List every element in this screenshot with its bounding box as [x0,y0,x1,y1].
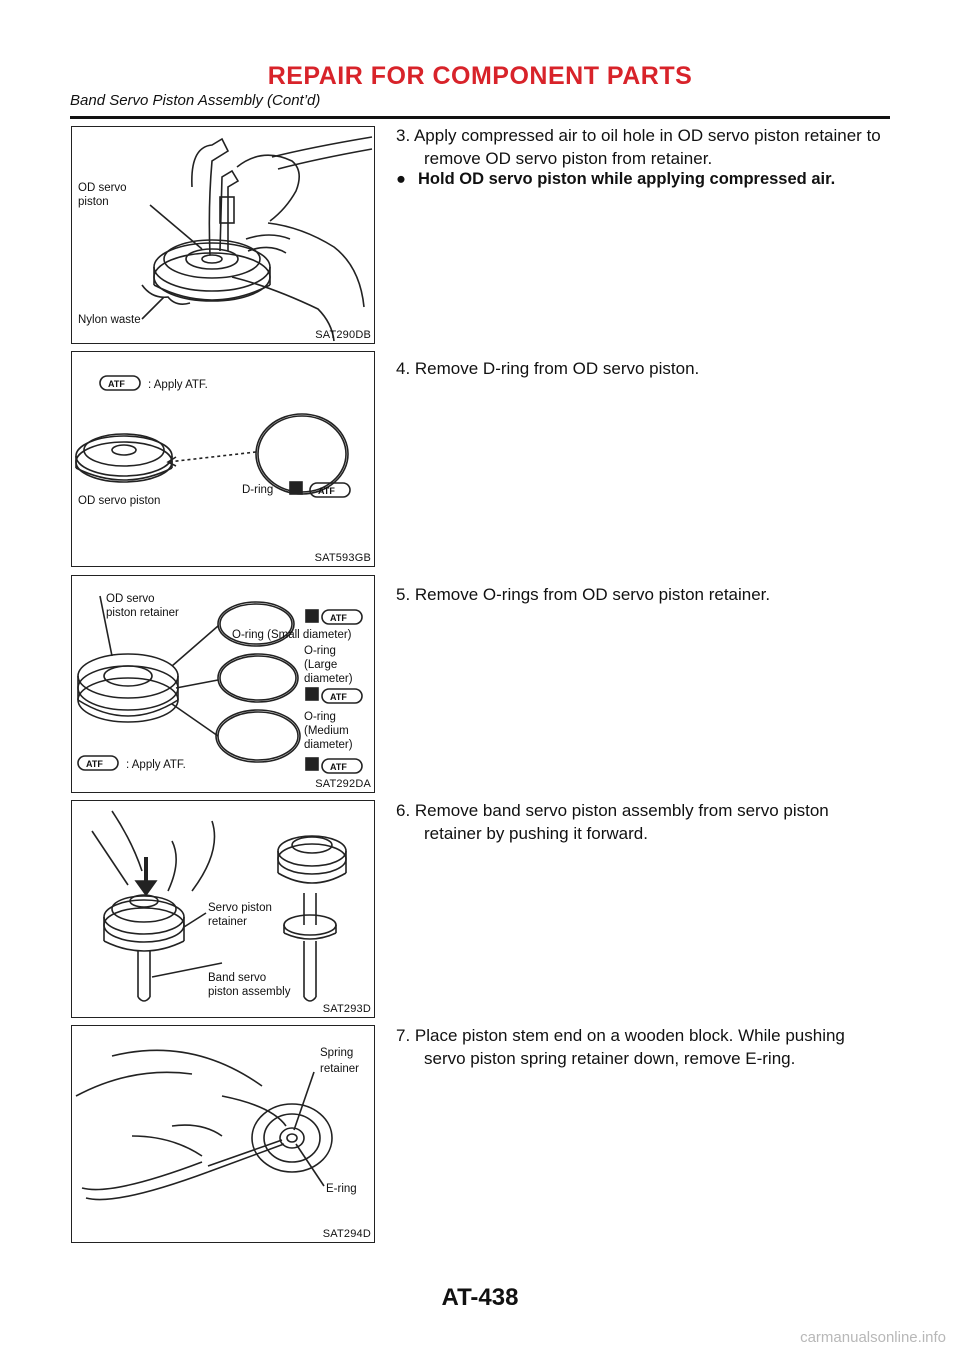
note-hold-piston [396,170,890,189]
figure-illustration [72,1026,374,1242]
step-6-line-1: 6. Remove band servo piston assembly from servo piston [396,801,829,820]
step-6-line-2: retainer by pushing it forward. [424,824,648,843]
label-od-servo: OD servo [78,182,127,194]
step-3 [396,124,890,170]
figure-code: SAT292DA [315,778,371,790]
label-od-servo: OD servo [106,593,155,605]
step-7-line-1: 7. Place piston stem end on a wooden block. While pushing [396,1026,845,1045]
step-6 [396,799,890,845]
page-header [70,62,890,109]
label-piston-retainer: piston retainer [106,607,179,619]
atf-badge-text: ATF [86,759,103,769]
figure-code: SAT593GB [314,552,371,564]
step-7 [396,1024,890,1070]
note-text: Hold OD servo piston while applying compressed air. [418,170,836,188]
step-3-line-2: remove OD servo piston from retainer. [424,149,713,168]
figure-od-servo-piston-air [71,126,375,344]
label-od-servo-piston: OD servo piston [78,495,161,507]
figure-illustration [72,801,374,1017]
atf-badge-text: ATF [318,486,335,496]
step-7-line-2: servo piston spring retainer down, remove E-ring. [424,1049,796,1068]
watermark: carmanualsonline.info [800,1329,946,1346]
label-apply-atf: : Apply ATF. [148,379,208,391]
atf-badge-text: ATF [330,613,347,623]
label-medium: (Medium [304,725,349,737]
label-apply-atf: : Apply ATF. [126,759,186,771]
figure-o-rings [71,575,375,793]
figure-d-ring [71,351,375,567]
label-d-ring: D-ring [242,484,274,496]
step-4 [396,357,890,380]
label-o-ring-medium: O-ring [304,711,336,723]
page-number: AT-438 [441,1284,519,1311]
label-spring: Spring [320,1047,354,1059]
label-diameter: diameter) [304,673,353,685]
label-o-ring-large: O-ring [304,645,336,657]
label-piston: piston [78,196,109,208]
atf-badge-text: ATF [330,762,347,772]
label-nylon-waste: Nylon waste [78,314,141,326]
label-retainer: retainer [208,916,247,928]
label-o-ring-small: O-ring (Small diameter) [232,629,352,641]
step-3-line-1: 3. Apply compressed air to oil hole in OD servo piston retainer to [396,126,881,145]
step-5-line-1: 5. Remove O-rings from OD servo piston retainer. [396,585,771,604]
figure-e-ring [71,1025,375,1243]
figure-code: SAT293D [322,1003,371,1015]
page-title: REPAIR FOR COMPONENT PARTS [267,62,693,90]
label-e-ring: E-ring [326,1183,357,1195]
label-diameter: diameter) [304,739,353,751]
figure-illustration [72,127,374,343]
figure-code: SAT294D [322,1228,371,1240]
label-retainer: retainer [320,1063,359,1075]
figure-illustration [72,576,374,792]
figure-code: SAT290DB [315,329,371,341]
atf-badge-text: ATF [108,379,125,389]
bullet-icon: ● [396,170,406,188]
label-band-servo: Band servo [208,972,267,984]
atf-badge-text: ATF [330,692,347,702]
page-subtitle: Band Servo Piston Assembly (Cont’d) [70,92,321,109]
label-piston-assembly: piston assembly [208,986,291,998]
step-5 [396,583,890,606]
header-rule [70,116,890,119]
label-large: (Large [304,659,338,671]
figure-illustration [72,352,374,566]
label-servo-piston: Servo piston [208,902,272,914]
figure-band-servo-piston-removal [71,800,375,1018]
step-4-line-1: 4. Remove D-ring from OD servo piston. [396,359,700,378]
